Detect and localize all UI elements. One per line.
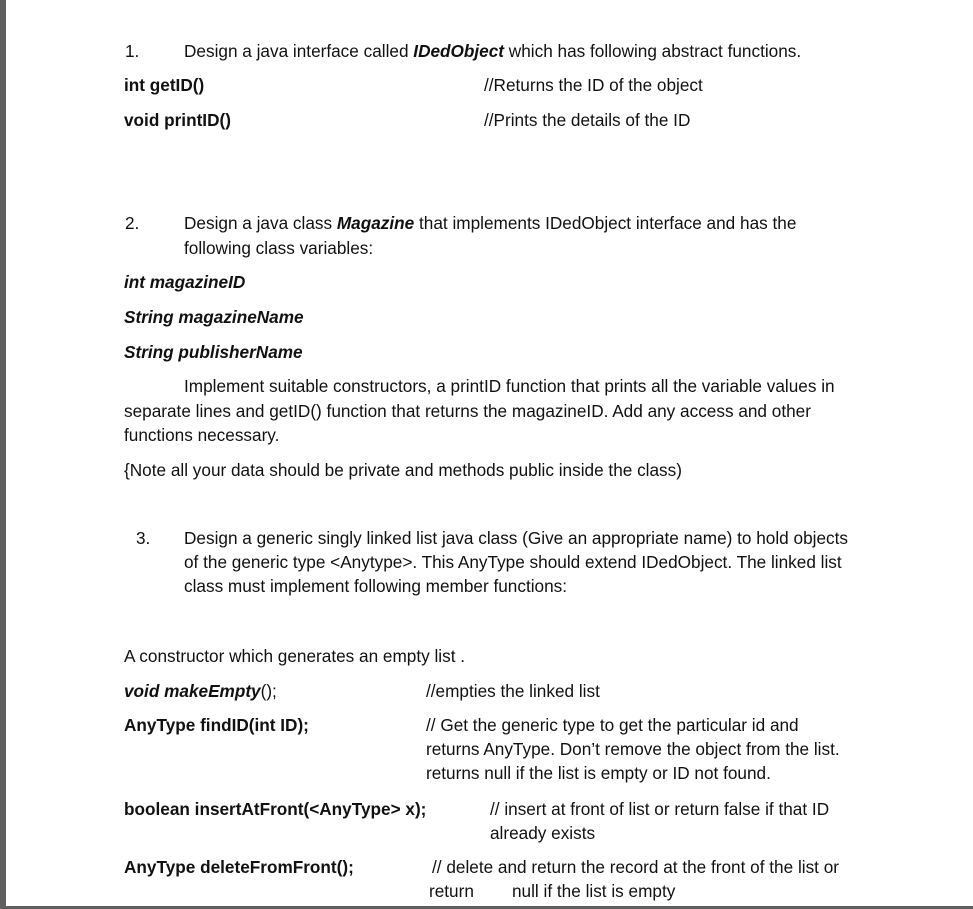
insert-front-signature: boolean insertAtFront(<AnyType> x); (124, 799, 427, 819)
delete-front-comment-return: return (429, 881, 474, 901)
find-id-comment-line: // Get the generic type to get the particular id and (426, 715, 799, 735)
q2-paragraph-line: separate lines and getID() function that returns the magazineID. Add any access and other (124, 401, 811, 421)
q3-line: of the generic type <Anytype>. This AnyType should extend IDedObject. The linked list (184, 552, 842, 572)
q2-number: 2. (125, 213, 140, 233)
find-id-signature: AnyType findID(int ID); (124, 715, 309, 735)
q3-constructor-text: A constructor which generates an empty list . (124, 646, 466, 666)
delete-front-signature: AnyType deleteFromFront(); (124, 857, 354, 877)
q2-variable: String magazineName (124, 307, 304, 327)
insert-front-comment-line: // insert at front of list or return false if that ID (490, 799, 830, 819)
make-empty-signature (124, 679, 277, 703)
q2-line1-post: that implements IDedObject interface and has the (414, 213, 797, 233)
q2-paragraph-line: functions necessary. (124, 425, 280, 445)
q2-variable: int magazineID (124, 272, 246, 292)
q1-text-pre: Design a java interface called (184, 41, 414, 61)
q1-number: 1. (125, 41, 140, 61)
q1-text (184, 39, 801, 63)
q1-method-comment: //Returns the ID of the object (484, 75, 703, 95)
make-empty-sig-name: makeEmpty (164, 681, 261, 701)
q2-note: {Note all your data should be private and methods public inside the class) (124, 460, 682, 480)
document-page (6, 0, 973, 906)
q2-variable: String publisherName (124, 342, 303, 362)
insert-front-comment-line: already exists (490, 823, 596, 843)
make-empty-comment: //empties the linked list (426, 681, 600, 701)
find-id-comment-line: returns AnyType. Don’t remove the object from the list. (426, 739, 840, 759)
q3-line: class must implement following member functions: (184, 576, 568, 596)
q1-method-signature: int getID() (124, 75, 205, 95)
q1-text-post: which has following abstract functions. (504, 41, 802, 61)
delete-front-comment-rest: null if the list is empty (512, 881, 676, 901)
q2-paragraph-line: Implement suitable constructors, a printID function that prints all the variable values in (184, 376, 835, 396)
q1-method-signature: void printID() (124, 110, 231, 130)
q2-line1 (184, 211, 796, 235)
q1-interface-name: IDedObject (413, 41, 505, 61)
q2-line2: following class variables: (184, 238, 374, 258)
q2-line1-pre: Design a java class (184, 213, 337, 233)
q2-class-name: Magazine (336, 213, 415, 233)
find-id-comment-line: returns null if the list is empty or ID not found. (426, 763, 771, 783)
q1-method-comment: //Prints the details of the ID (484, 110, 691, 130)
delete-front-comment-line: // delete and return the record at the front of the list or (432, 857, 840, 877)
make-empty-sig-pre: void (124, 681, 165, 701)
q3-number: 3. (136, 528, 151, 548)
make-empty-sig-post: (); (260, 681, 277, 701)
q3-line: Design a generic singly linked list java class (Give an appropriate name) to hold objects (184, 528, 848, 548)
